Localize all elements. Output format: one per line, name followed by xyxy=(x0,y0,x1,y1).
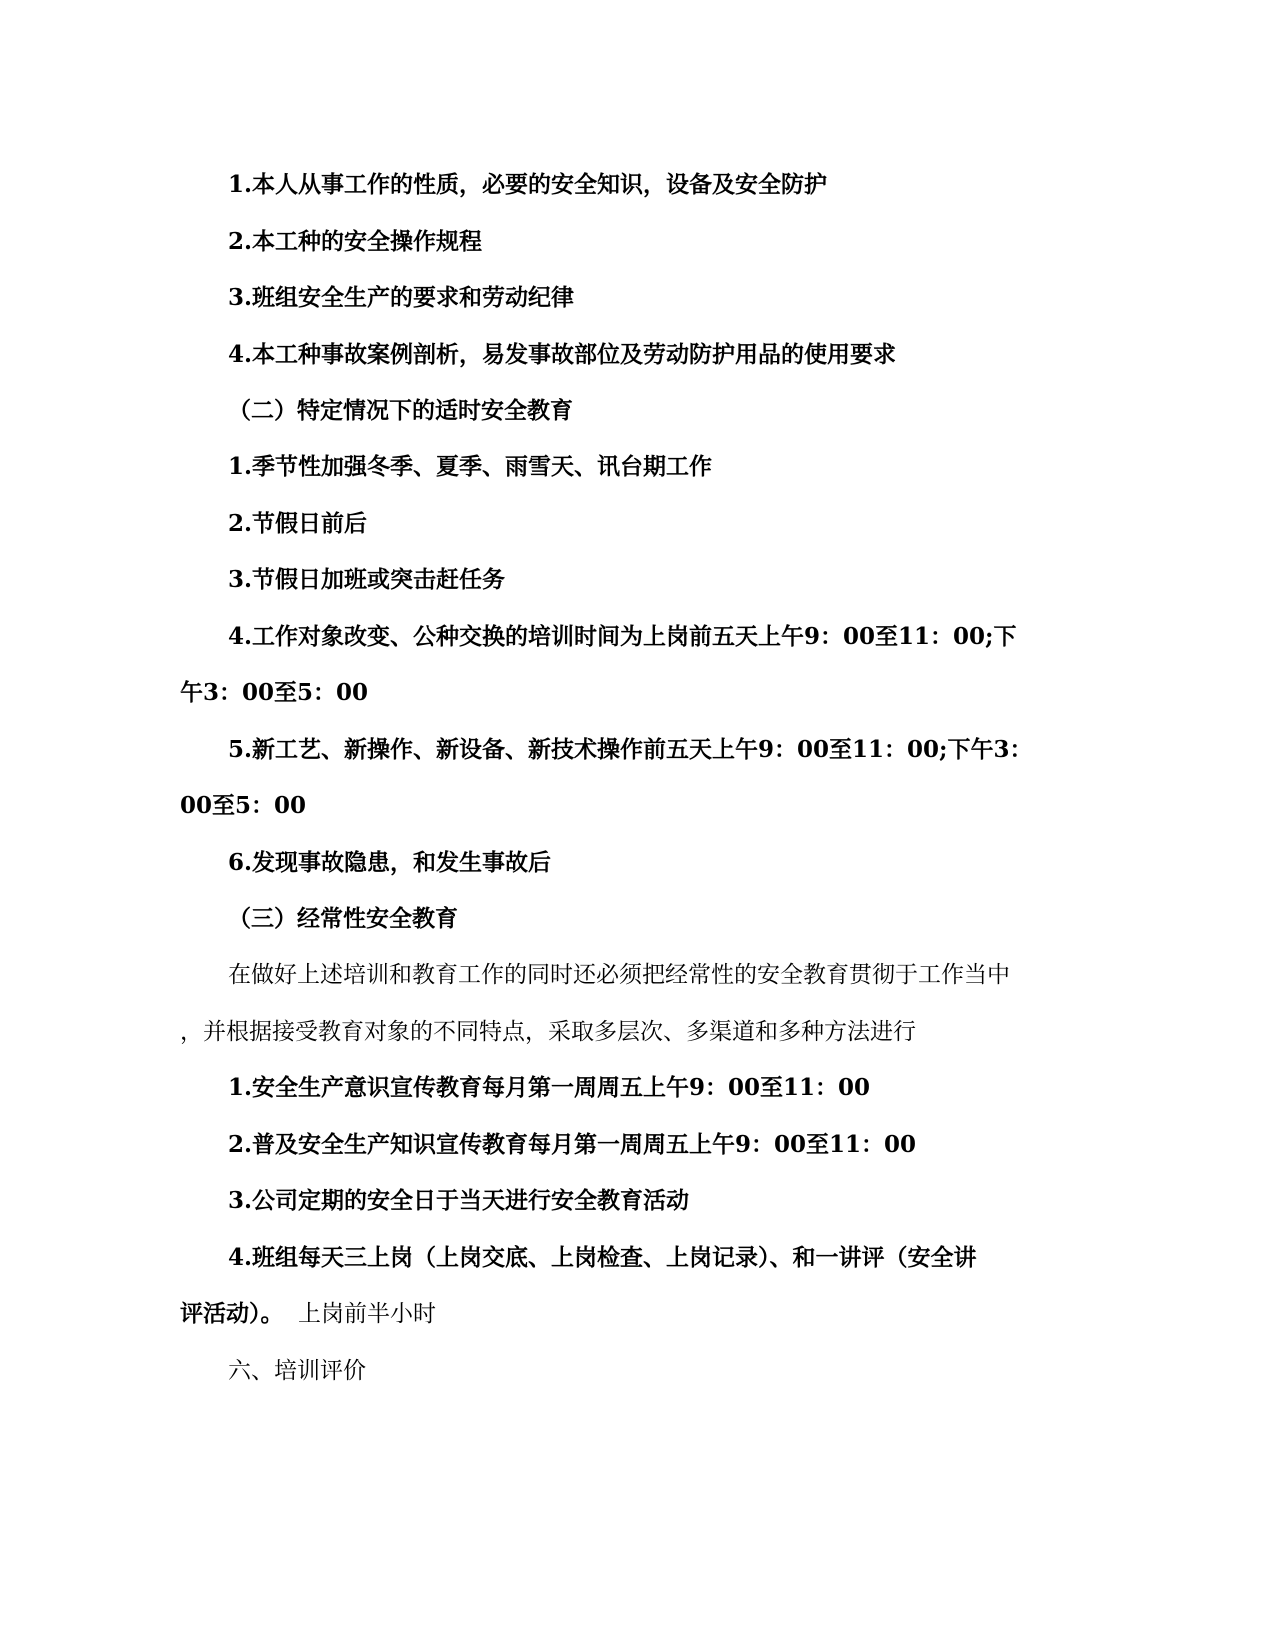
list-item: 2.普及安全生产知识宣传教育每月第一周周五上午9：00至11：00 xyxy=(228,1131,917,1158)
list-item: 2.节假日前后 xyxy=(228,510,368,537)
section-heading: （二）特定情况下的适时安全教育 xyxy=(228,397,573,424)
list-item: 4.班组每天三上岗（上岗交底、上岗检查、上岗记录）、和一讲评（安全讲 xyxy=(228,1244,977,1271)
list-item: 3.班组安全生产的要求和劳动纪律 xyxy=(228,284,575,311)
list-item: 1.季节性加强冬季、夏季、雨雪天、讯台期工作 xyxy=(228,453,713,480)
list-item: 1.本人从事工作的性质，必要的安全知识，设备及安全防护 xyxy=(228,171,828,198)
list-item: 4.本工种事故案例剖析，易发事故部位及劳动防护用品的使用要求 xyxy=(228,341,897,368)
list-item: 2.本工种的安全操作规程 xyxy=(228,228,483,255)
list-item: 6.发现事故隐患，和发生事故后 xyxy=(228,849,552,876)
paragraph-line: ，并根据接受教育对象的不同特点，采取多层次、多渠道和多种方法进行 xyxy=(180,1019,916,1045)
section-heading: （三）经常性安全教育 xyxy=(228,905,458,932)
list-item-continuation: 午3：00至5：00 xyxy=(180,679,369,706)
list-item-continuation: 00至5：00 xyxy=(180,792,307,819)
list-item: 3.公司定期的安全日于当天进行安全教育活动 xyxy=(228,1187,690,1214)
list-item: 1.安全生产意识宣传教育每月第一周周五上午9：00至11：00 xyxy=(228,1074,871,1101)
list-item-continuation: 评活动）。 xyxy=(180,1300,284,1327)
list-item: 4.工作对象改变、公种交换的培训时间为上岗前五天上午9：00至11：00;下 xyxy=(228,623,1017,650)
list-item-continuation-plain: 上岗前半小时 xyxy=(298,1301,436,1327)
section-heading: 六、培训评价 xyxy=(228,1358,366,1384)
list-item: 3.节假日加班或突击赶任务 xyxy=(228,566,506,593)
paragraph-line: 在做好上述培训和教育工作的同时还必须把经常性的安全教育贯彻于工作当中 xyxy=(228,962,1010,988)
list-item: 5.新工艺、新操作、新设备、新技术操作前五天上午9：00至11：00;下午3： xyxy=(228,736,1033,763)
